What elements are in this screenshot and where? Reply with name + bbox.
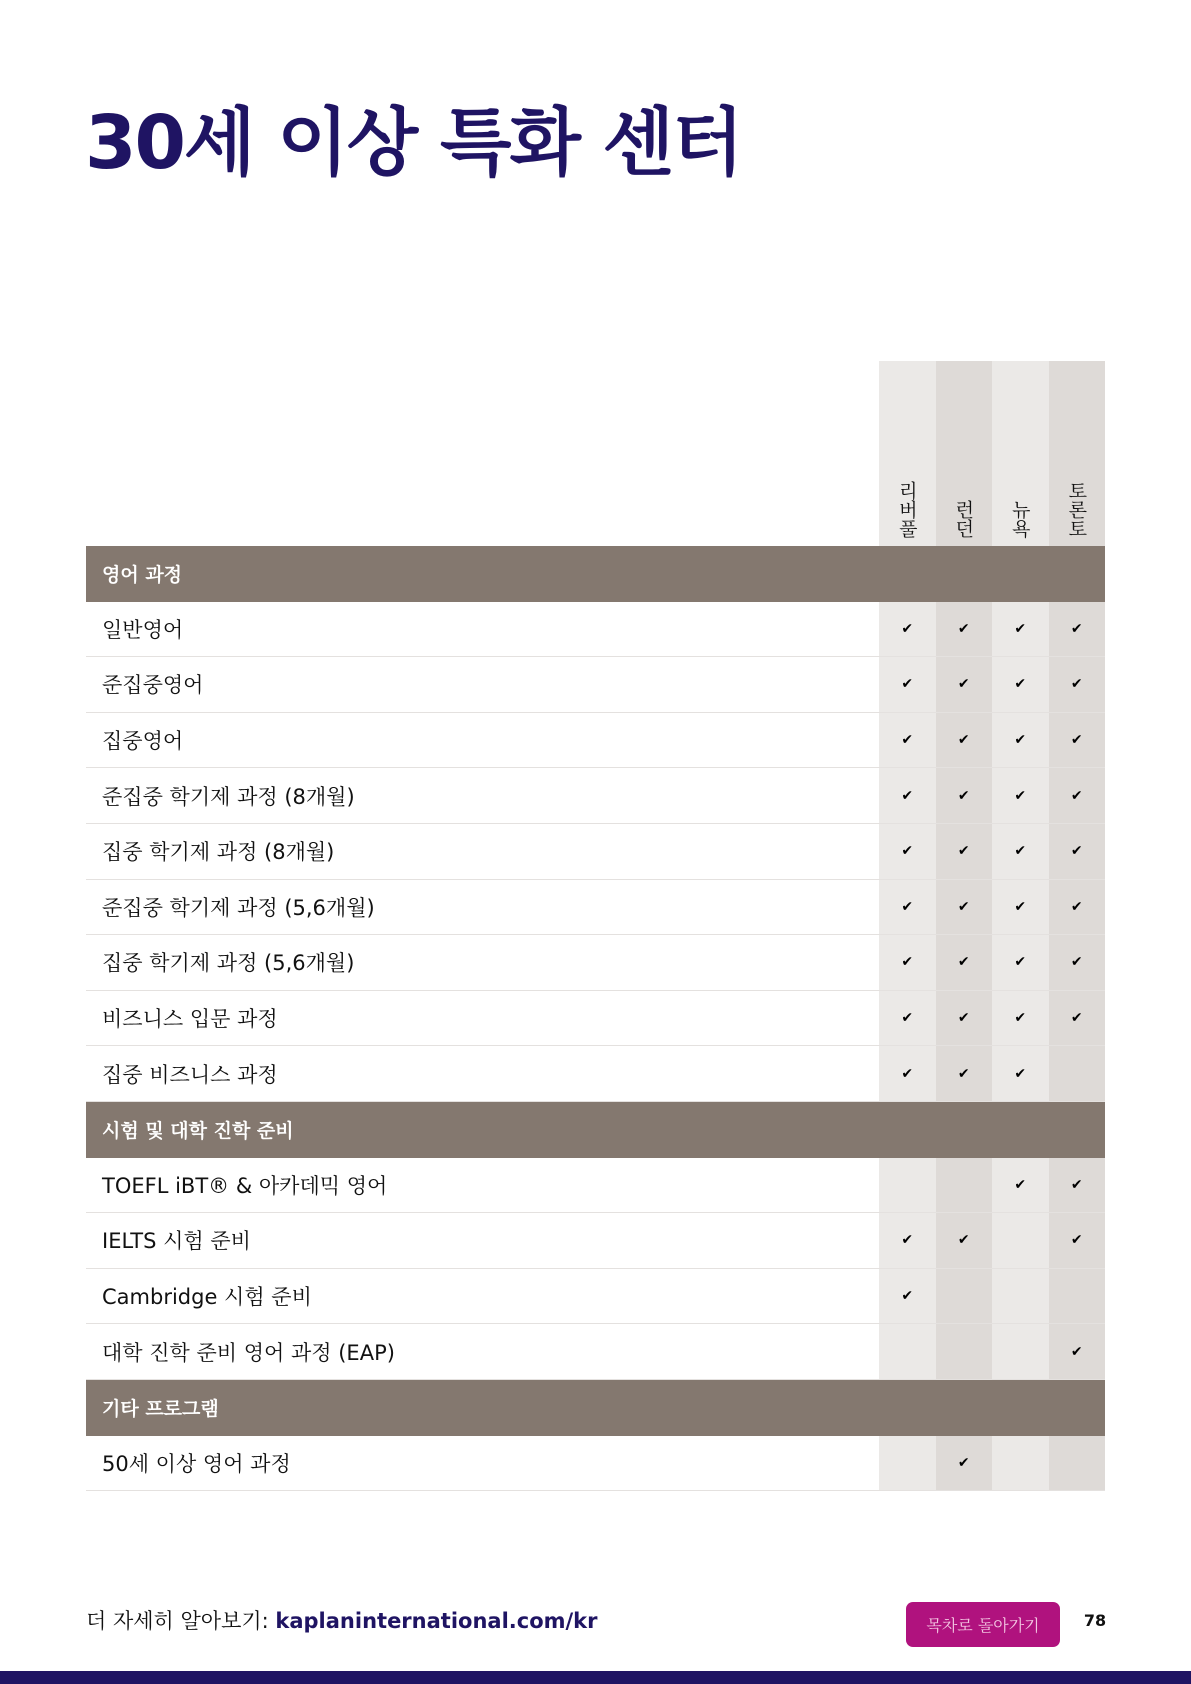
- check-icon: ✔: [936, 824, 993, 879]
- table-row: [86, 768, 1105, 824]
- check-icon: ✔: [1049, 657, 1106, 712]
- check-icon: ✔: [936, 935, 993, 990]
- table-row: [86, 880, 1105, 936]
- check-icon: ✔: [1049, 880, 1106, 935]
- table-row: [86, 1046, 1105, 1102]
- table-row: [86, 935, 1105, 991]
- empty-cell: [879, 1158, 936, 1213]
- table-row: [86, 713, 1105, 769]
- course-name: 집중 학기제 과정 (8개월): [102, 840, 335, 865]
- course-name: Cambridge 시험 준비: [102, 1285, 312, 1310]
- empty-cell: [992, 1324, 1049, 1379]
- check-icon: ✔: [936, 1436, 993, 1491]
- table-row: [86, 1269, 1105, 1325]
- table-row: [86, 1324, 1105, 1380]
- check-icon: ✔: [936, 713, 993, 768]
- empty-cell: [936, 1269, 993, 1324]
- empty-cell: [936, 1324, 993, 1379]
- empty-cell: [879, 1436, 936, 1491]
- check-icon: ✔: [992, 880, 1049, 935]
- check-icon: ✔: [992, 991, 1049, 1046]
- header-spacer: [86, 361, 879, 546]
- table-header-row: [86, 361, 1105, 546]
- check-icon: ✔: [992, 713, 1049, 768]
- empty-cell: [992, 1436, 1049, 1491]
- table-row: [86, 1158, 1105, 1214]
- course-name: 준집중 학기제 과정 (5,6개월): [102, 895, 375, 920]
- table-row: [86, 657, 1105, 713]
- check-icon: ✔: [992, 824, 1049, 879]
- empty-cell: [1049, 1046, 1106, 1101]
- empty-cell: [1049, 1269, 1106, 1324]
- check-icon: ✔: [1049, 602, 1106, 657]
- course-name: 비즈니스 입문 과정: [102, 1007, 278, 1032]
- course-name: 집중영어: [102, 729, 184, 754]
- course-name: 50세 이상 영어 과정: [102, 1451, 291, 1476]
- city-name: 토론토: [1065, 481, 1088, 538]
- check-icon: ✔: [879, 824, 936, 879]
- check-icon: ✔: [879, 1046, 936, 1101]
- course-name: 준집중 학기제 과정 (8개월): [102, 784, 355, 809]
- check-icon: ✔: [1049, 824, 1106, 879]
- section-header: [86, 1102, 1105, 1158]
- city-name: 런던: [952, 500, 975, 538]
- course-name: 집중 학기제 과정 (5,6개월): [102, 951, 355, 976]
- check-icon: ✔: [879, 935, 936, 990]
- city-header-london: [936, 361, 993, 546]
- check-icon: ✔: [936, 657, 993, 712]
- footer-more-label: 더 자세히 알아보기:: [86, 1609, 276, 1633]
- check-icon: ✔: [992, 768, 1049, 823]
- page-number: 78: [1083, 1611, 1107, 1630]
- check-icon: ✔: [879, 602, 936, 657]
- table-row: [86, 602, 1105, 658]
- check-icon: ✔: [1049, 713, 1106, 768]
- city-header-new-york: [992, 361, 1049, 546]
- empty-cell: [992, 1269, 1049, 1324]
- check-icon: ✔: [992, 1046, 1049, 1101]
- check-icon: ✔: [879, 768, 936, 823]
- section-title: 영어 과정: [102, 564, 183, 587]
- course-name: 대학 진학 준비 영어 과정 (EAP): [102, 1340, 395, 1365]
- city-header-toronto: [1049, 361, 1106, 546]
- check-icon: ✔: [936, 768, 993, 823]
- empty-cell: [879, 1324, 936, 1379]
- course-availability-table: [86, 361, 1105, 1491]
- check-icon: ✔: [1049, 1213, 1106, 1268]
- check-icon: ✔: [936, 1213, 993, 1268]
- section-title: 기타 프로그램: [102, 1398, 219, 1421]
- check-icon: ✔: [1049, 935, 1106, 990]
- back-to-toc-button[interactable]: 목차로 돌아가기: [906, 1602, 1060, 1647]
- check-icon: ✔: [1049, 1158, 1106, 1213]
- city-name: 뉴욕: [1008, 500, 1031, 538]
- section-header: [86, 1380, 1105, 1436]
- empty-cell: [936, 1158, 993, 1213]
- check-icon: ✔: [992, 657, 1049, 712]
- check-icon: ✔: [1049, 1324, 1106, 1379]
- course-name: TOEFL iBT® & 아카데믹 영어: [102, 1173, 388, 1198]
- table-row: [86, 1436, 1105, 1492]
- course-name: 집중 비즈니스 과정: [102, 1062, 278, 1087]
- city-name: 리버풀: [895, 481, 918, 538]
- check-icon: ✔: [992, 935, 1049, 990]
- footer-website-link[interactable]: kaplaninternational.com/kr: [275, 1609, 598, 1633]
- city-header-liverpool: [879, 361, 936, 546]
- check-icon: ✔: [879, 713, 936, 768]
- empty-cell: [992, 1213, 1049, 1268]
- check-icon: ✔: [1049, 991, 1106, 1046]
- check-icon: ✔: [936, 602, 993, 657]
- course-name: 준집중영어: [102, 673, 204, 698]
- section-title: 시험 및 대학 진학 준비: [102, 1120, 294, 1143]
- check-icon: ✔: [879, 880, 936, 935]
- table-body: [86, 546, 1105, 1491]
- check-icon: ✔: [1049, 768, 1106, 823]
- table-row: [86, 824, 1105, 880]
- empty-cell: [1049, 1436, 1106, 1491]
- course-name: IELTS 시험 준비: [102, 1229, 251, 1254]
- table-row: [86, 991, 1105, 1047]
- check-icon: ✔: [992, 1158, 1049, 1213]
- check-icon: ✔: [879, 1213, 936, 1268]
- check-icon: ✔: [879, 1269, 936, 1324]
- check-icon: ✔: [992, 602, 1049, 657]
- table-row: [86, 1213, 1105, 1269]
- check-icon: ✔: [936, 1046, 993, 1101]
- check-icon: ✔: [879, 991, 936, 1046]
- course-name: 일반영어: [102, 617, 184, 642]
- bottom-bar: [0, 1671, 1191, 1684]
- check-icon: ✔: [936, 991, 993, 1046]
- footer-more-info: [86, 1605, 598, 1635]
- section-header: [86, 546, 1105, 602]
- check-icon: ✔: [879, 657, 936, 712]
- page-title: 30세 이상 특화 센터: [85, 100, 742, 186]
- check-icon: ✔: [936, 880, 993, 935]
